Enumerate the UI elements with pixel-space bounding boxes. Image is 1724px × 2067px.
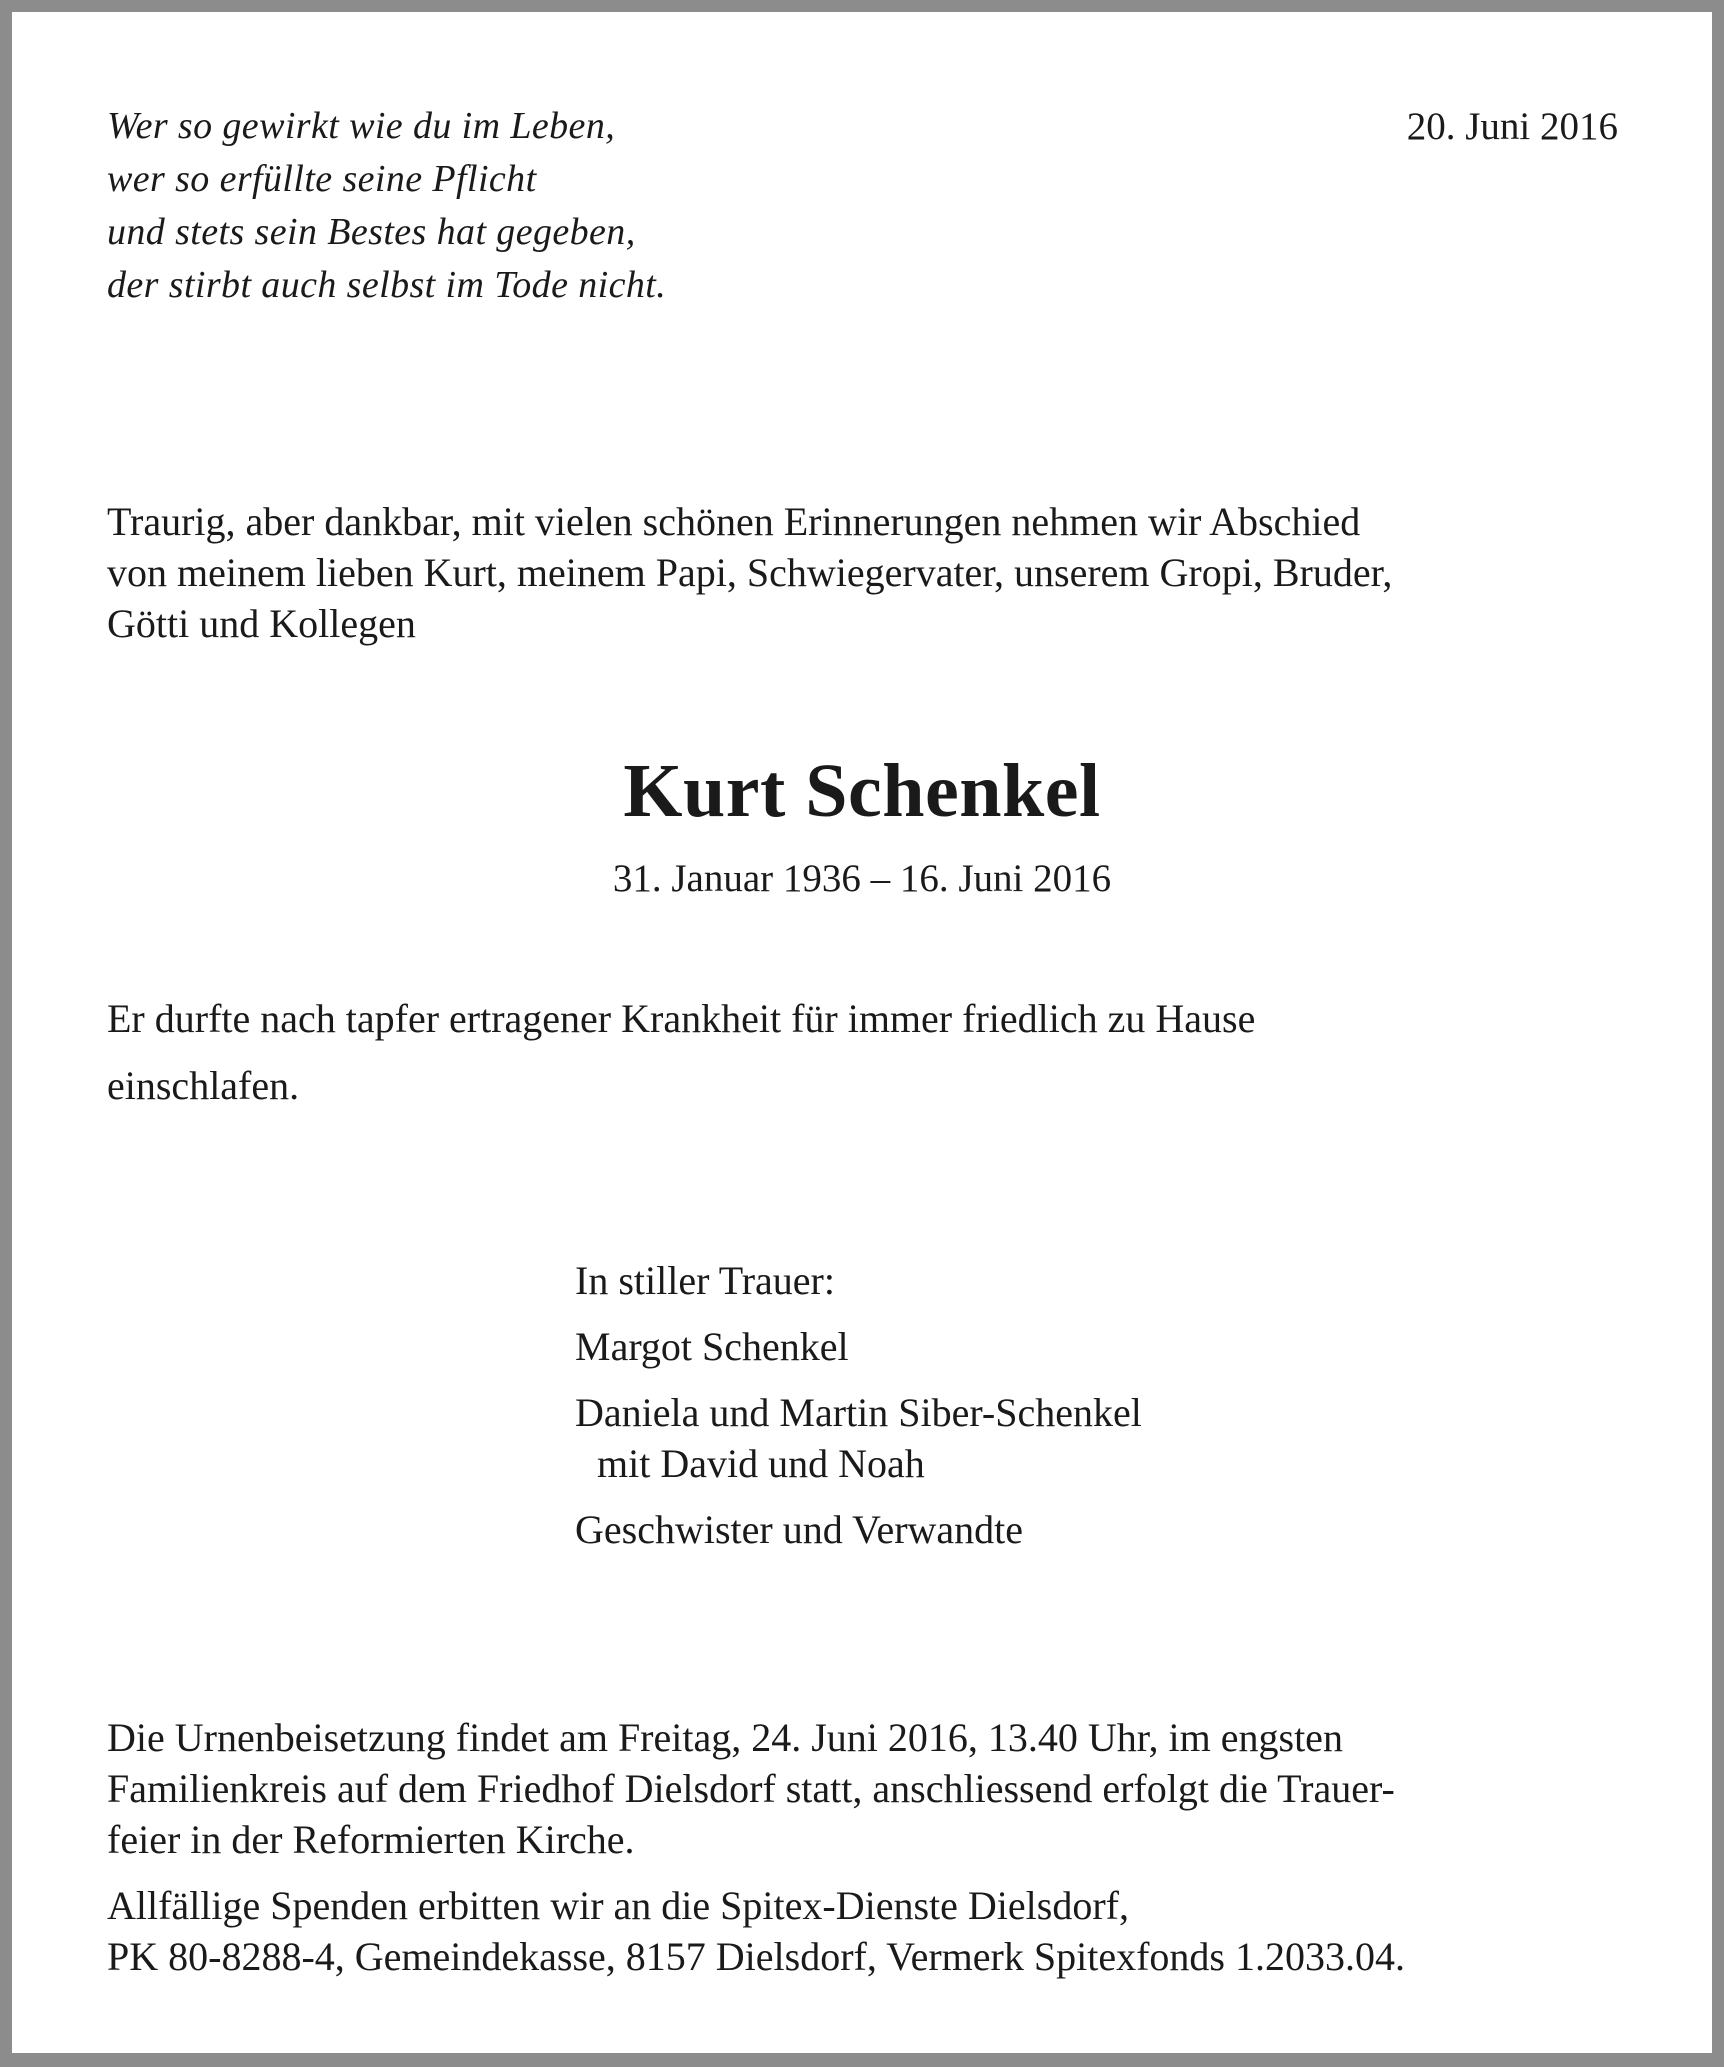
mourner-entry: Geschwister und Verwandte <box>575 1507 1024 1552</box>
deceased-lifespan: 31. Januar 1936 – 16. Juni 2016 <box>612 857 1112 900</box>
poem-line: Wer so gewirkt wie du im Leben, <box>107 105 616 147</box>
mourner-children: mit David und Noah <box>597 1441 925 1486</box>
passing-line: einschlafen. <box>107 1063 300 1108</box>
farewell-line: von meinem lieben Kurt, meinem Papi, Schwiegervater, unserem Gropi, Bruder, <box>107 550 1393 595</box>
deceased-name: Kurt Schenkel <box>623 749 1101 833</box>
notice-date: 20. Juni 2016 <box>1406 105 1618 148</box>
mourner-name: Daniela und Martin Siber-Schenkel <box>575 1390 1142 1435</box>
donation-information <box>107 1880 1405 1982</box>
donation-line: Allfällige Spenden erbitten wir an die Spitex-Dienste Dielsdorf, <box>107 1883 1129 1928</box>
passing-statement <box>107 985 1255 1119</box>
mourners-list <box>575 1255 1142 1570</box>
poem-line: und stets sein Bestes hat gegeben, <box>107 211 636 253</box>
mourner-entry <box>575 1387 1142 1489</box>
burial-line: feier in der Reformierten Kirche. <box>107 1817 635 1862</box>
donation-line: PK 80-8288-4, Gemeindekasse, 8157 Dielsdorf, Vermerk Spitexfonds 1.2033.04. <box>107 1934 1405 1979</box>
memorial-poem <box>107 100 666 312</box>
farewell-paragraph <box>107 496 1392 649</box>
burial-information <box>107 1712 1395 1865</box>
farewell-line: Traurig, aber dankbar, mit vielen schönen Erinnerungen nehmen wir Abschied <box>107 499 1361 544</box>
burial-line: Familienkreis auf dem Friedhof Dielsdorf statt, anschliessend erfolgt die Trauer- <box>107 1766 1395 1811</box>
mourners-heading: In stiller Trauer: <box>575 1258 835 1303</box>
passing-line: Er durfte nach tapfer ertragener Krankheit für immer friedlich zu Hause <box>107 996 1256 1041</box>
farewell-line: Götti und Kollegen <box>107 601 416 646</box>
burial-line: Die Urnenbeisetzung findet am Freitag, 24. Juni 2016, 13.40 Uhr, im engsten <box>107 1715 1343 1760</box>
poem-line: der stirbt auch selbst im Tode nicht. <box>107 264 667 306</box>
mourner-entry: Margot Schenkel <box>575 1324 849 1369</box>
poem-line: wer so erfüllte seine Pflicht <box>107 158 537 200</box>
